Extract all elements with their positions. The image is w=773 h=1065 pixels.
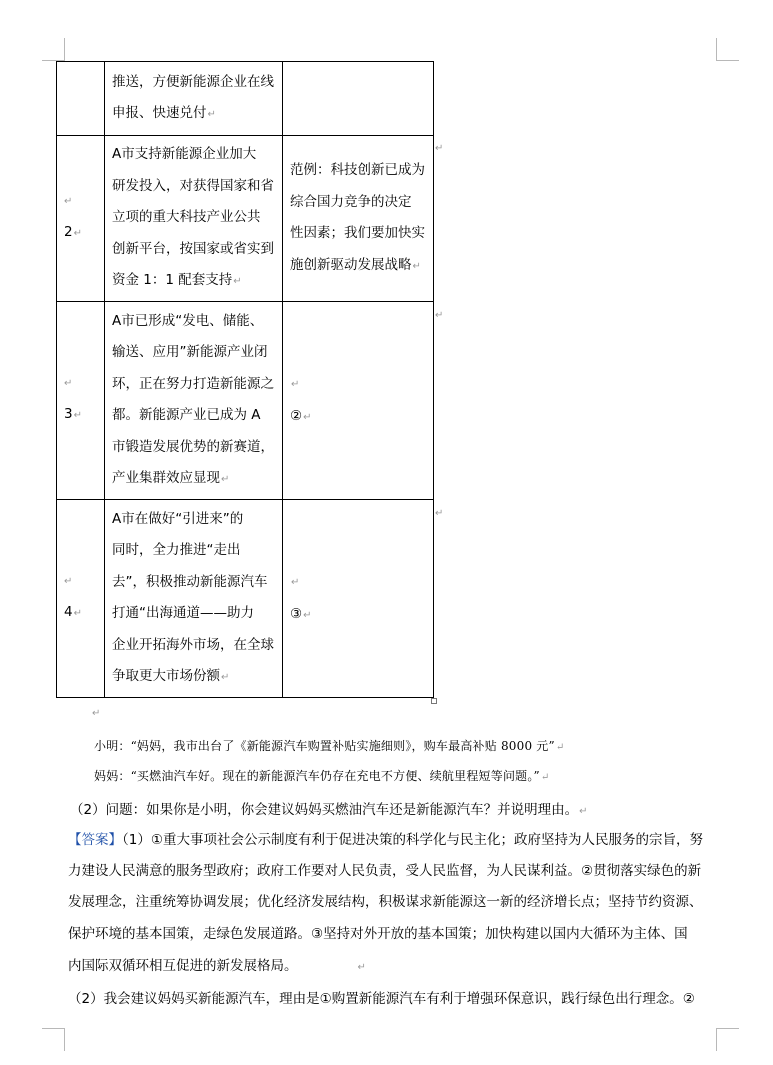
row-number: ↵ 3↵	[57, 302, 105, 500]
policy-description: A市支持新能源企业加大 研发投入，对获得国家和省 立项的重大科技产业公共 创新平台，按国家或省实到 资金 1：1 配套支持↵	[105, 136, 283, 302]
paragraph-mark: ↵	[291, 379, 300, 390]
row-end-mark: ↵	[435, 143, 444, 154]
paragraph-mark: ↵	[540, 772, 550, 783]
dialog-xiaoming: 小明：“妈妈，我市出台了《新能源汽车购置补贴实施细则》，购车最高补贴 8000 元”↵	[94, 739, 565, 753]
answer-line-4: 保护环境的基本国策，走绿色发展道路。③坚持对外开放的基本国策；加快构建以国内大循环为主体、国	[68, 926, 688, 942]
answer-cell	[283, 302, 434, 500]
paragraph-mark: ↵	[64, 196, 73, 208]
answer-cell	[283, 62, 434, 136]
paragraph-mark: ↵	[303, 609, 312, 621]
table-row	[57, 302, 434, 500]
row-number	[57, 62, 105, 136]
dialog-mama: 妈妈：“买燃油汽车好。现在的新能源汽车仍存在充电不方便、续航里程短等问题。”↵	[94, 769, 550, 783]
row-number: ↵ 2↵	[57, 136, 105, 302]
paragraph-mark: ↵	[221, 672, 230, 683]
table-resize-handle	[431, 698, 437, 704]
row-end-mark: ↵	[435, 508, 444, 519]
paragraph-mark: ↵	[73, 410, 82, 422]
crop-mark-top-right	[716, 38, 739, 61]
paragraph-mark: ↵	[233, 276, 242, 288]
crop-mark-top-left	[42, 38, 65, 61]
answer-line-5: 内国际双循环相互促进的新发展格局。 ↵	[68, 958, 366, 974]
policy-description: A市已形成“发电、储能、 输送、应用”新能源产业闭 环，正在努力打造新能源之 都。新能源产业已成为 A 市锻造发展优势的新赛道， 产业集群效应显现↵	[105, 302, 283, 500]
answer-blank: ③	[290, 605, 303, 622]
paragraph-mark: ↵	[555, 742, 565, 753]
policy-table	[56, 61, 434, 698]
answer-blank: ②	[290, 407, 303, 424]
paragraph-mark: ↵	[291, 577, 300, 588]
answer-part-2: （2）我会建议妈妈买新能源汽车，理由是①购置新能源汽车有利于增强环保意识，践行绿色出行理念。②	[68, 991, 695, 1007]
row-number: ↵ 4↵	[57, 500, 105, 698]
paragraph-mark: ↵	[73, 608, 82, 620]
table-row	[57, 62, 434, 136]
paragraph-mark: ↵	[64, 576, 73, 588]
crop-mark-bottom-left	[42, 1028, 65, 1051]
paragraph-mark: ↵	[579, 806, 588, 817]
answer-tag: 【答案】	[68, 832, 122, 848]
answer-cell	[283, 500, 434, 698]
paragraph-mark: ↵	[64, 378, 73, 390]
policy-description: A市在做好“引进来”的 同时，全力推进“走出 去”，积极推动新能源汽车 打通“出海通道——助力 企业开拓海外市场，在全球 争取更大市场份额↵	[105, 500, 283, 698]
table-row	[57, 136, 434, 302]
answer-line-1: 【答案】（1）①重大事项社会公示制度有利于促进决策的科学化与民主化；政府坚持为人民服务的宗旨，努	[68, 832, 703, 848]
crop-mark-bottom-right	[716, 1028, 739, 1051]
paragraph-mark: ↵	[73, 228, 82, 240]
paragraph-mark: ↵	[303, 411, 312, 423]
question-2: （2）问题：如果你是小明，你会建议妈妈买燃油汽车还是新能源汽车？并说明理由。↵	[70, 802, 588, 818]
answer-line-3: 发展理念，注重统筹协调发展；优化经济发展结构，积极谋求新能源这一新的经济增长点；坚持节约资源、	[68, 894, 703, 910]
paragraph-mark: ↵	[357, 962, 366, 973]
paragraph-mark: ↵	[412, 260, 421, 272]
policy-description: 推送，方便新能源企业在线 申报、快速兑付↵	[105, 62, 283, 136]
paragraph-mark: ↵	[92, 708, 101, 719]
table-row	[57, 500, 434, 698]
row-end-mark: ↵	[435, 310, 444, 321]
answer-cell: 范例：科技创新已成为 综合国力竞争的决定 性因素；我们要加快实 施创新驱动发展战略↵	[283, 136, 434, 302]
answer-line-2: 力建设人民满意的服务型政府；政府工作要对人民负责，受人民监督，为人民谋利益。②贯彻落实绿色的新	[68, 863, 702, 879]
paragraph-mark: ↵	[207, 109, 216, 120]
paragraph-mark: ↵	[221, 474, 230, 485]
